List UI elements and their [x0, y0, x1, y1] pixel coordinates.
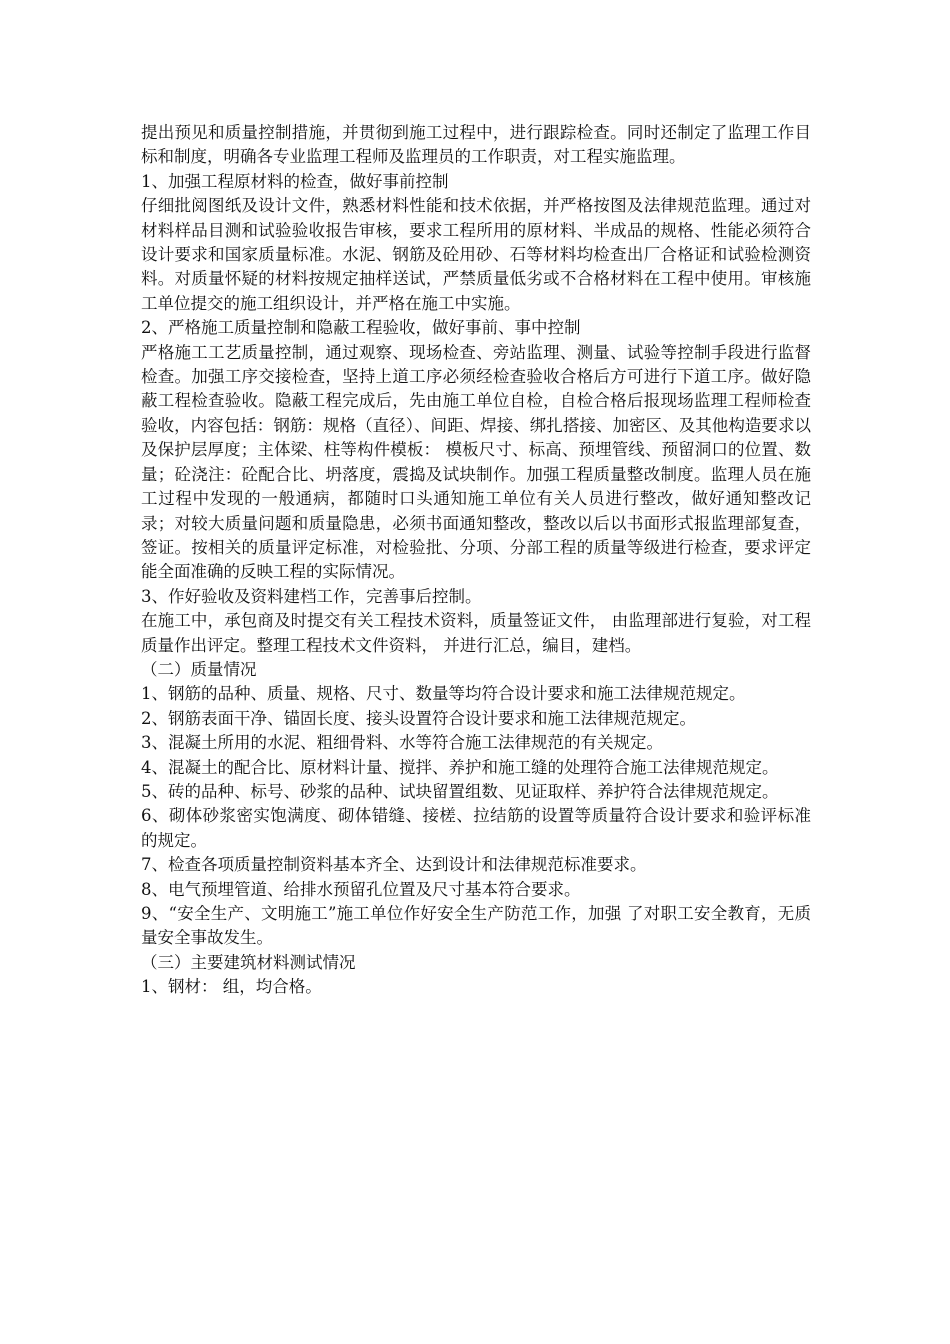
- section-heading-materials-test: （三）主要建筑材料测试情况: [141, 952, 356, 972]
- quality-item-7: 7、检查各项质量控制资料基本齐全、达到设计和法律规范标准要求。: [141, 855, 647, 875]
- paragraph-materials: 仔细批阅图纸及设计文件，熟悉材料性能和技术依据，并严格按图及法律规范监理。通过对材料样品目测和试验验收报告审核，要求工程所用的原材料、半成品的规格、性能必须符合设计要求和国家质量标准。水泥、钢筋及砼用砂、石等材料均检查出厂合格证和试验检测资料。对质量怀疑的材料按规定抽样送试，严禁质量低劣或不合格材料在工程中使用。审核施工单位提交的施工组织设计，并严格在施工中实施。: [141, 196, 811, 313]
- quality-item-9: 9、“安全生产、文明施工”施工单位作好安全生产防范工作，加强 了对职工安全教育，无质量安全事故发生。: [141, 904, 811, 948]
- quality-item-3: 3、混凝土所用的水泥、粗细骨料、水等符合施工法律规范的有关规定。: [141, 733, 663, 753]
- section-heading-3: 3、作好验收及资料建档工作，完善事后控制。: [141, 586, 482, 606]
- section-heading-quality: （二）质量情况: [141, 659, 257, 679]
- section-heading-2: 2、严格施工质量控制和隐蔽工程验收，做好事前、事中控制: [141, 318, 581, 338]
- document-page: [141, 121, 811, 1000]
- quality-item-8: 8、电气预埋管道、给排水预留孔位置及尺寸基本符合要求。: [141, 879, 581, 899]
- quality-item-4: 4、混凝土的配合比、原材料计量、搅拌、养护和施工缝的处理符合施工法律规范规定。: [141, 757, 779, 777]
- quality-item-5: 5、砖的品种、标号、砂浆的品种、试块留置组数、见证取样、养护符合法律规范规定。: [141, 781, 779, 801]
- materials-test-item-1: 1、钢材： 组，均合格。: [141, 977, 322, 997]
- paragraph-intro: 提出预见和质量控制措施，并贯彻到施工过程中，进行跟踪检查。同时还制定了监理工作目标和制度，明确各专业监理工程师及监理员的工作职责，对工程实施监理。: [141, 123, 811, 167]
- quality-item-1: 1、钢筋的品种、质量、规格、尺寸、数量等均符合设计要求和施工法律规范规定。: [141, 684, 746, 704]
- quality-item-6: 6、砌体砂浆密实饱满度、砌体错缝、接槎、拉结筋的设置等质量符合设计要求和验评标准的规定。: [141, 806, 811, 850]
- paragraph-archiving: 在施工中，承包商及时提交有关工程技术资料，质量签证文件， 由监理部进行复验，对工程质量作出评定。整理工程技术文件资料， 并进行汇总，编目，建档。: [141, 611, 811, 655]
- quality-item-2: 2、钢筋表面干净、锚固长度、接头设置符合设计要求和施工法律规范规定。: [141, 708, 696, 728]
- section-heading-1: 1、加强工程原材料的检查，做好事前控制: [141, 171, 449, 191]
- paragraph-process-control: 严格施工工艺质量控制，通过观察、现场检查、旁站监理、测量、试验等控制手段进行监督检查。加强工序交接检查，坚持上道工序必须经检查验收合格后方可进行下道工序。做好隐蔽工程检查验收。隐蔽工程完成后，先由施工单位自检，自检合格后报现场监理工程师检查验收，内容包括：钢筋：规格（直径）、间距、焊接、绑扎搭接、加密区、及其他构造要求以及保护层厚度；主体梁、柱等构件模板： 模板尺寸、标高、预埋管线、预留洞口的位置、数量；砼浇注：砼配合比、坍落度，震捣及试块制作。加强工程质量整改制度。监理人员在施工过程中发现的一般通病，都随时口头通知施工单位有关人员进行整改，做好通知整改记录；对较大质量问题和质量隐患，必须书面通知整改，整改以后以书面形式报监理部复查，签证。按相关的质量评定标准，对检验批、分项、分部工程的质量等级进行检查，要求评定能全面准确的反映工程的实际情况。: [141, 342, 811, 582]
